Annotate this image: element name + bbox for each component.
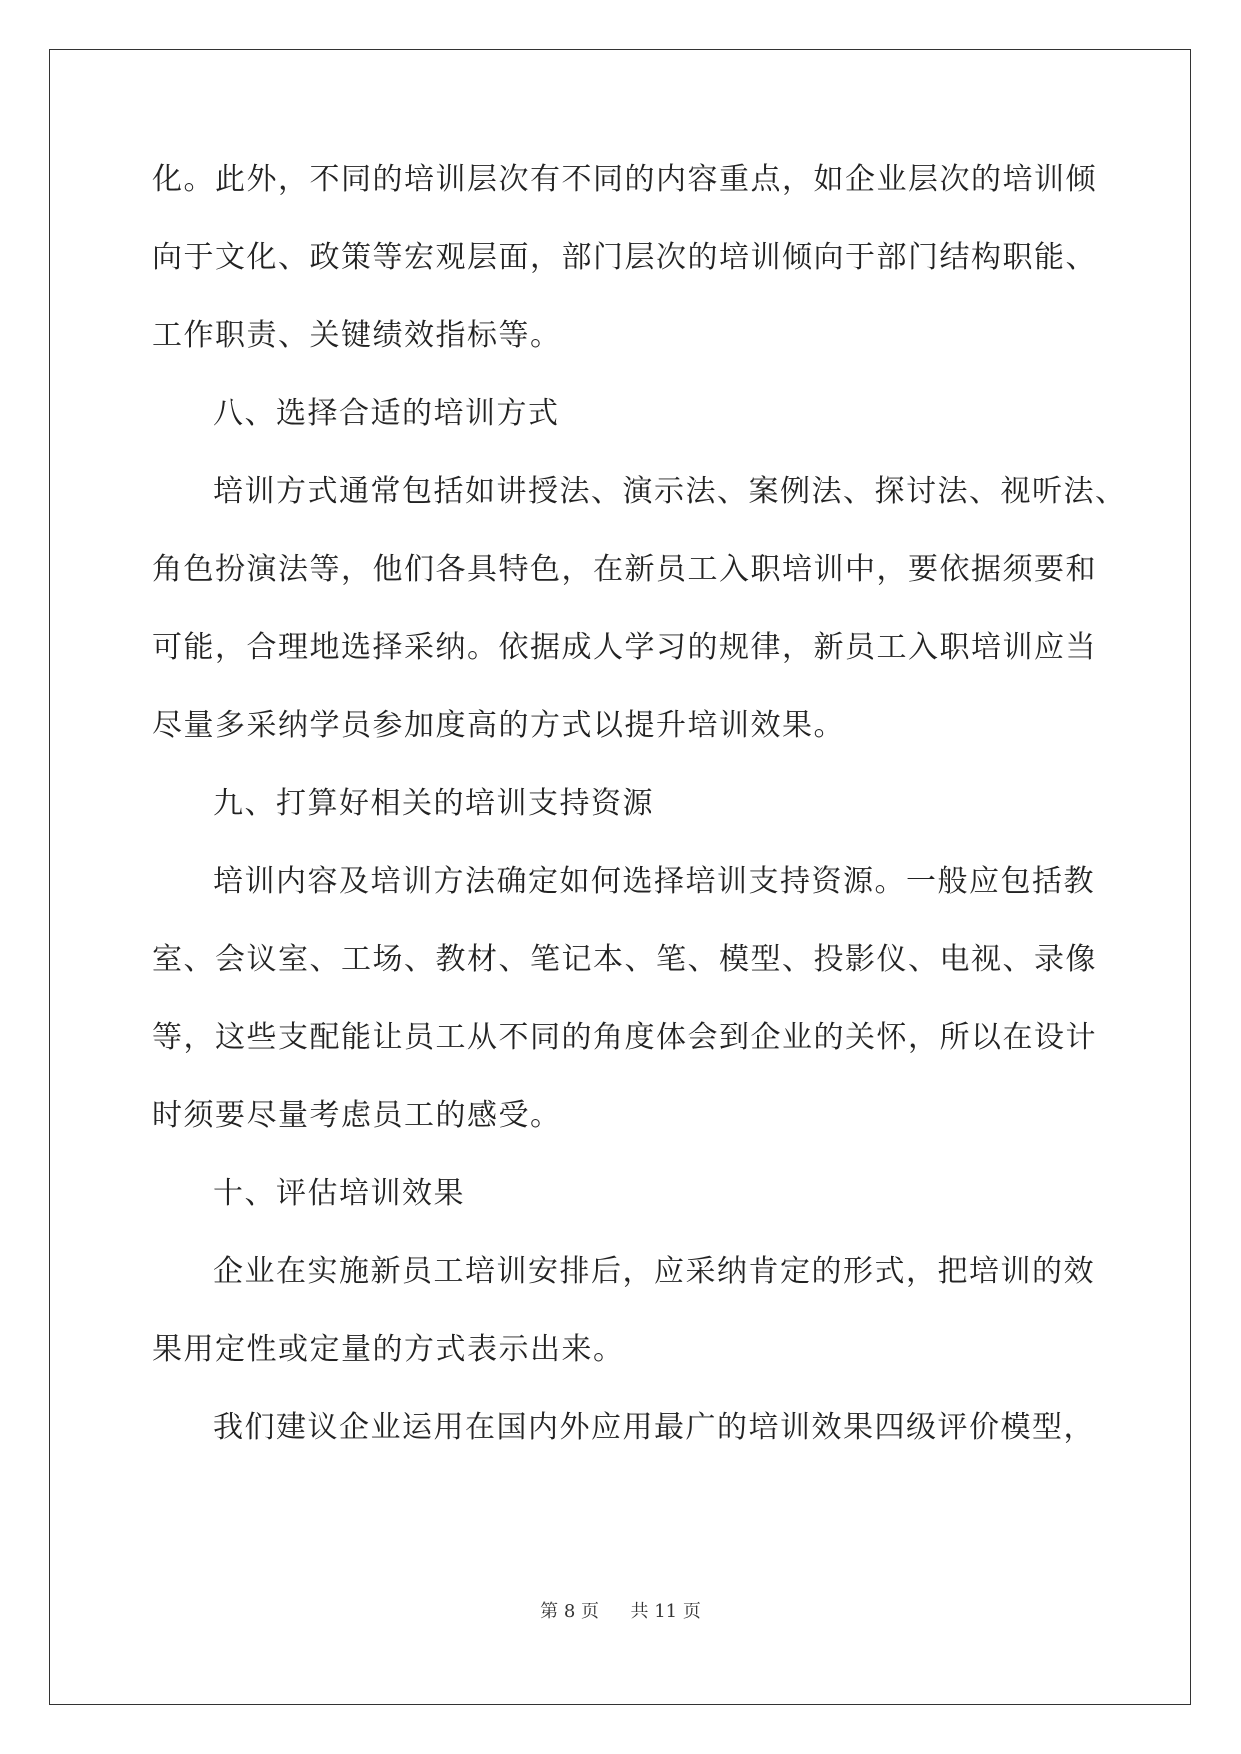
section-heading: 八、选择合适的培训方式 [213,396,560,431]
body-line: 化。此外，不同的培训层次有不同的内容重点，如企业层次的培训倾 [152,162,1097,197]
body-line: 我们建议企业运用在国内外应用最广的培训效果四级评价模型， [213,1410,1095,1445]
body-line: 角色扮演法等，他们各具特色，在新员工入职培训中，要依据须要和 [152,552,1097,587]
body-line: 室、会议室、工场、教材、笔记本、笔、模型、投影仪、电视、录像 [152,942,1097,977]
body-line: 培训内容及培训方法确定如何选择培训支持资源。一般应包括教 [213,864,1095,899]
body-line: 果用定性或定量的方式表示出来。 [152,1332,625,1367]
section-heading: 十、评估培训效果 [213,1176,465,1211]
body-line: 等，这些支配能让员工从不同的角度体会到企业的关怀，所以在设计 [152,1020,1097,1055]
page-number: 第 8 页 [540,1601,600,1622]
body-line: 时须要尽量考虑员工的感受。 [152,1098,562,1133]
body-line: 工作职责、关键绩效指标等。 [152,318,562,353]
body-line: 向于文化、政策等宏观层面，部门层次的培训倾向于部门结构职能、 [152,240,1097,275]
total-pages: 共 11 页 [630,1601,701,1622]
page-footer [0,1600,1241,1624]
body-line: 企业在实施新员工培训安排后，应采纳肯定的形式，把培训的效 [213,1254,1095,1289]
body-line: 可能，合理地选择采纳。依据成人学习的规律，新员工入职培训应当 [152,630,1097,665]
body-line: 培训方式通常包括如讲授法、演示法、案例法、探讨法、视听法、 [213,474,1127,509]
body-line: 尽量多采纳学员参加度高的方式以提升培训效果。 [152,708,845,743]
section-heading: 九、打算好相关的培训支持资源 [213,786,654,821]
